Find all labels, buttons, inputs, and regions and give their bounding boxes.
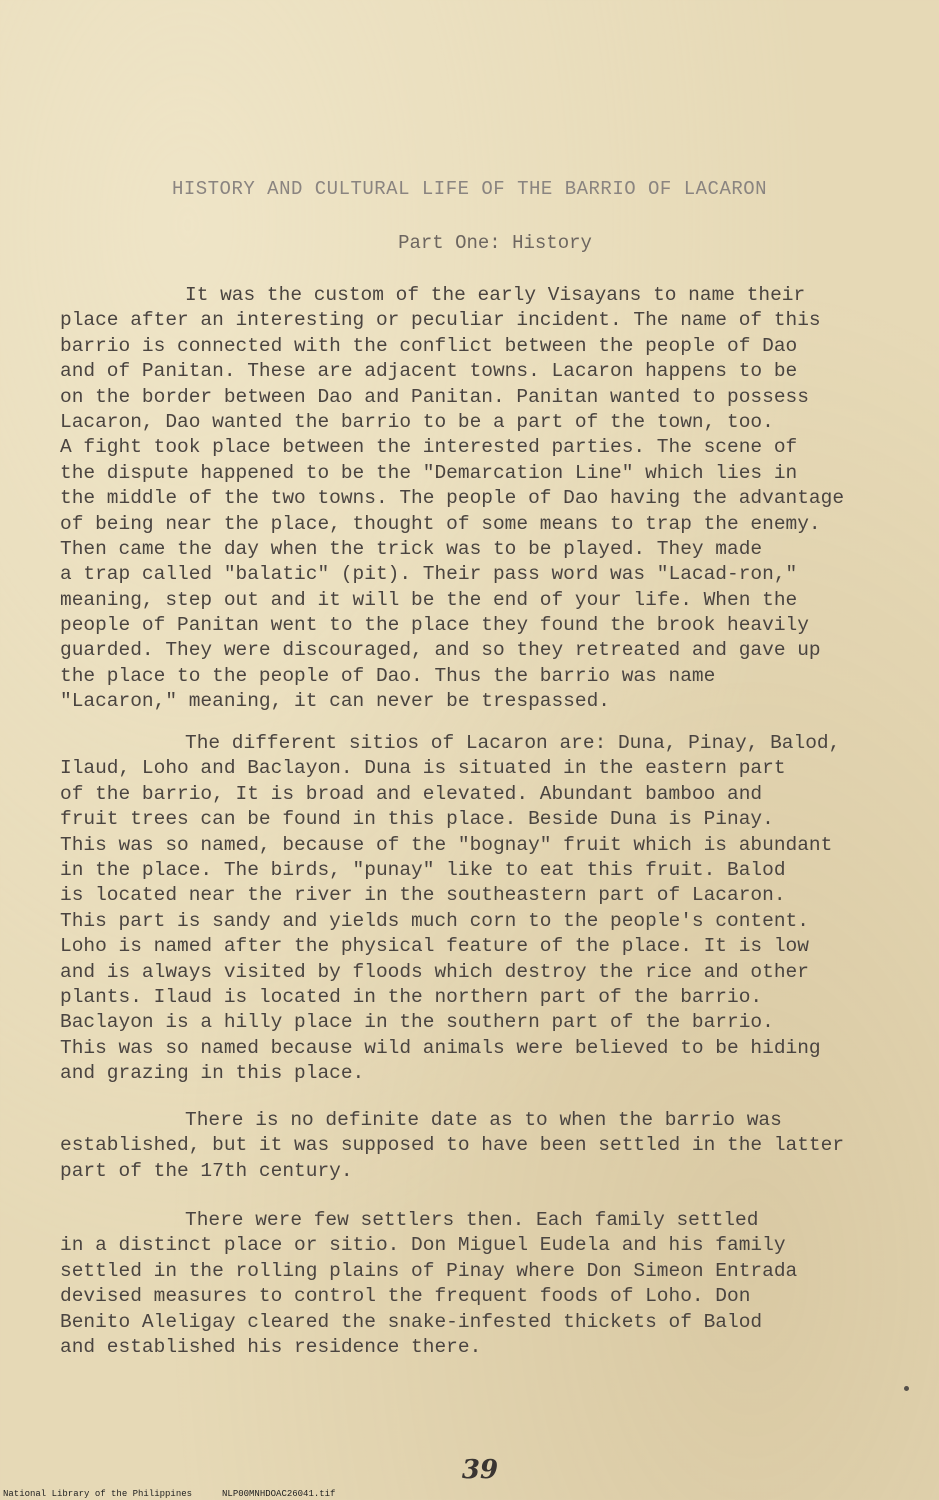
text-line: and grazing in this place.: [60, 1062, 365, 1085]
text-line: This was so named because wild animals were believed to be hiding: [60, 1036, 821, 1059]
text-line: This was so named, because of the "bognay" fruit which is abundant: [60, 833, 833, 856]
text-line: The different sitios of Lacaron are: Duna, Pinay, Balod,: [185, 732, 841, 754]
text-line: people of Panitan went to the place they found the brook heavily: [60, 614, 809, 637]
text-line: of being near the place, thought of some means to trap the enemy.: [60, 512, 821, 535]
text-line: meaning, step out and it will be the end of your life. When the: [60, 588, 798, 611]
text-line: and of Panitan. These are adjacent towns. Lacaron happens to be: [60, 360, 798, 383]
text-line: settled in the rolling plains of Pinay where Don Simeon Entrada: [60, 1259, 798, 1282]
paragraph-origin-of-name: [60, 283, 920, 715]
text-line: There is no definite date as to when the barrio was: [185, 1109, 782, 1131]
text-line: Ilaud, Loho and Baclayon. Duna is situated in the eastern part: [60, 757, 786, 780]
page-number: 39: [461, 1455, 499, 1485]
text-line: A fight took place between the interested parties. The scene of: [60, 436, 798, 459]
document-subtitle: Part One: History: [398, 232, 592, 254]
text-line: place after an interesting or peculiar incident. The name of this: [60, 309, 821, 332]
text-line: and established his residence there.: [60, 1335, 482, 1358]
text-line: Loho is named after the physical feature of the place. It is low: [60, 935, 809, 958]
text-line: Baclayon is a hilly place in the southern part of the barrio.: [60, 1011, 774, 1034]
footer-library: National Library of the Philippines: [3, 1489, 193, 1499]
text-line: the dispute happened to be the "Demarcation Line" which lies in: [60, 461, 798, 484]
paragraph-sitios: [60, 731, 920, 1086]
text-line: of the barrio, It is broad and elevated. Abundant bamboo and: [60, 782, 763, 805]
document-title: HISTORY AND CULTURAL LIFE OF THE BARRIO OF LACARON: [171, 178, 768, 200]
text-line: is located near the river in the southeastern part of Lacaron.: [60, 884, 786, 907]
text-line: the place to the people of Dao. Thus the barrio was name: [60, 664, 716, 687]
text-line: plants. Ilaud is located in the northern part of the barrio.: [60, 985, 763, 1008]
text-line: devised measures to control the frequent foods of Loho. Don: [60, 1285, 751, 1308]
text-line: part of the 17th century.: [60, 1159, 353, 1182]
scan-footer: [3, 1489, 335, 1499]
text-line: a trap called "balatic" (pit). Their pass word was "Lacad-ron,": [60, 563, 798, 586]
text-line: This part is sandy and yields much corn to the people's content.: [60, 909, 809, 932]
text-line: "Lacaron," meaning, it can never be trespassed.: [60, 690, 610, 713]
text-line: It was the custom of the early Visayans to name their: [185, 284, 806, 306]
text-line: in the place. The birds, "punay" like to eat this fruit. Balod: [60, 858, 786, 881]
text-line: in a distinct place or sitio. Don Miguel Eudela and his family: [60, 1234, 786, 1257]
text-line: on the border between Dao and Panitan. Panitan wanted to possess: [60, 385, 809, 408]
text-line: and is always visited by floods which destroy the rice and other: [60, 960, 809, 983]
text-line: barrio is connected with the conflict between the people of Dao: [60, 334, 798, 357]
ink-spot: [904, 1386, 909, 1391]
text-line: the middle of the two towns. The people of Dao having the advantage: [60, 487, 845, 510]
text-line: Then came the day when the trick was to be played. They made: [60, 537, 763, 560]
text-line: Benito Aleligay cleared the snake-infested thickets of Balod: [60, 1310, 763, 1333]
text-line: There were few settlers then. Each family settled: [185, 1209, 759, 1231]
text-line: Lacaron, Dao wanted the barrio to be a part of the town, too.: [60, 410, 774, 433]
footer-filename: NLP00MNHDOAC26041.tif: [222, 1489, 336, 1499]
paragraph-establishment-date: [60, 1108, 920, 1184]
paragraph-settlers: [60, 1208, 920, 1360]
text-line: established, but it was supposed to have been settled in the latter: [60, 1134, 845, 1157]
text-line: fruit trees can be found in this place. Beside Duna is Pinay.: [60, 808, 774, 831]
text-line: guarded. They were discouraged, and so they retreated and gave up: [60, 639, 821, 662]
